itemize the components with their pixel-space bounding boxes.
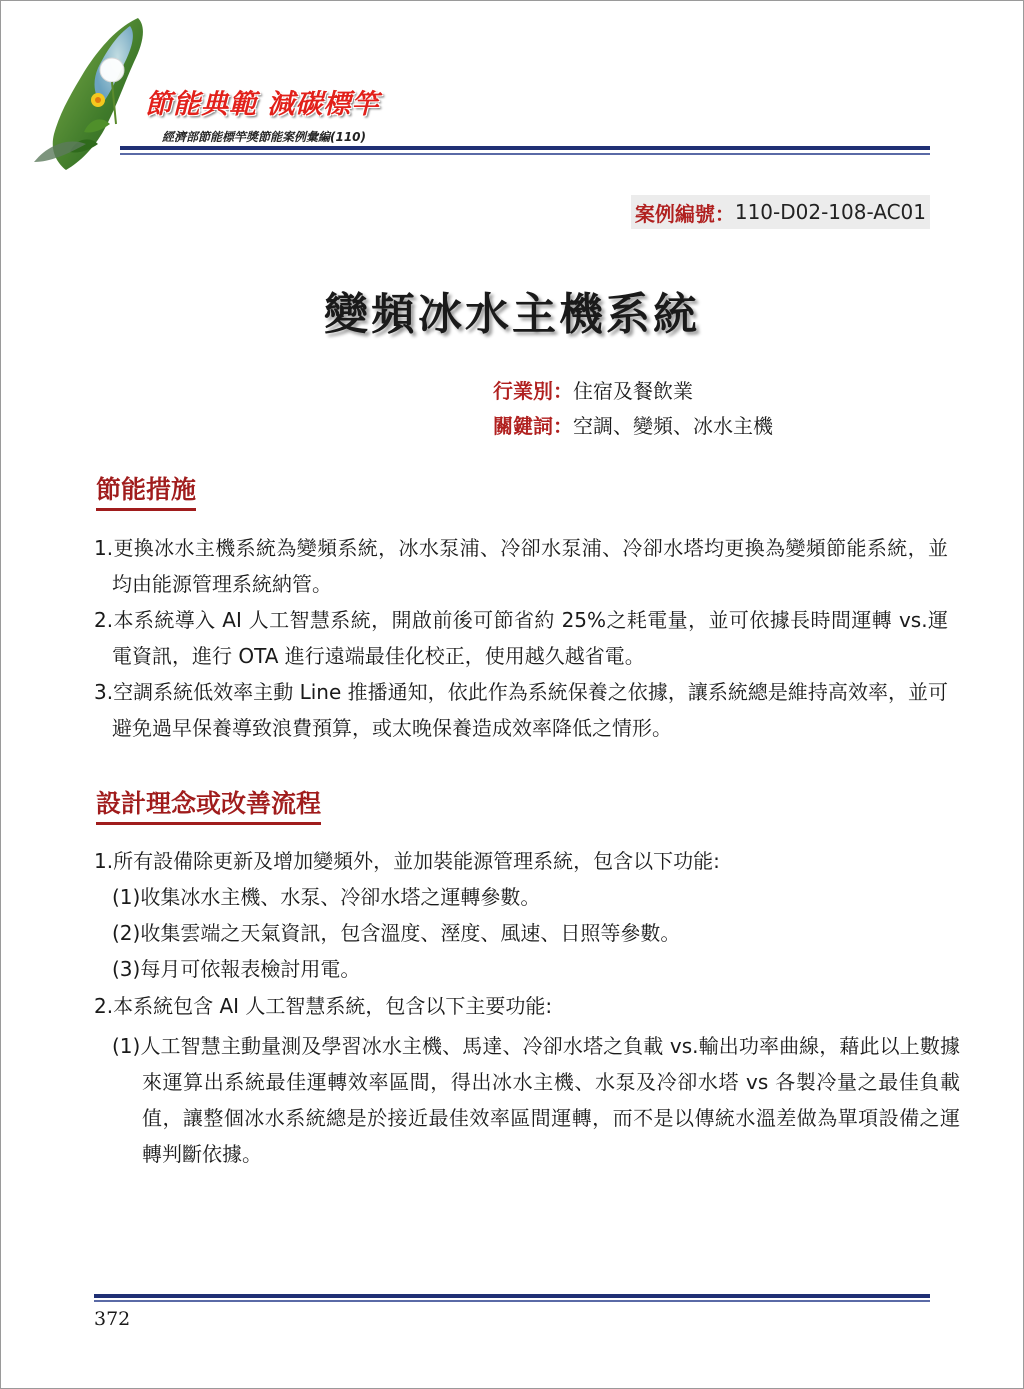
page-number: 372 (94, 1308, 131, 1330)
sub-list-item: (1)人工智慧主動量測及學習冰水主機、馬達、冷卻水塔之負載 vs.輸出功率曲線，藉此以上數據來運算出系統最佳運轉效率區間，得出冰水主機、水泵及冷卻水塔 vs 各製冷量之最佳負載值，讓整個冰水系統總是於接近最佳效率區間運轉，而不是以傳統水溫差做為單項設備之運轉判斷依據。 (112, 1034, 960, 1166)
header-rule-thin (120, 153, 930, 155)
footer-rule-thin (94, 1300, 930, 1302)
header-rule (120, 146, 930, 150)
case-number-label: 案例編號： (634, 201, 735, 226)
list-item: 2.本系統包含 AI 人工智慧系統，包含以下主要功能: (94, 994, 553, 1018)
keywords-line (493, 410, 773, 439)
case-number-box (631, 195, 930, 229)
list-item: 2.本系統導入 AI 人工智慧系統，開啟前後可節省約 25%之耗電量，並可依據長時間運轉 vs.運電資訊，進行 OTA 進行遠端最佳化校正，使用越久越省電。 (94, 608, 948, 668)
document-title: 變頻冰水主機系統 (324, 289, 700, 340)
industry-label: 行業別： (493, 379, 573, 403)
keywords-label: 關鍵詞： (493, 414, 573, 438)
industry-line (493, 375, 693, 404)
sub-list-item: (3)每月可依報表檢討用電。 (112, 957, 361, 981)
sub-list-item: (1)收集冰水主機、水泵、冷卻水塔之運轉參數。 (112, 885, 541, 909)
case-number-value: 110-D02-108-AC01 (734, 200, 926, 224)
brand-subtitle: 經濟部節能標竿獎節能案例彙編(110) (162, 130, 367, 144)
list-item: 1.更換冰水主機系統為變頻系統，冰水泵浦、冷卻水泵浦、冷卻水塔均更換為變頻節能系統，並均由能源管理系統納管。 (94, 536, 948, 596)
section-heading-measures: 節能措施 (96, 474, 196, 511)
keywords-value: 空調、變頻、冰水主機 (573, 414, 773, 438)
list-item: 3.空調系統低效率主動 Line 推播通知，依此作為系統保養之依據，讓系統總是維持高效率，並可避免過早保養導致浪費預算，或太晚保養造成效率降低之情形。 (94, 680, 948, 740)
list-item: 1.所有設備除更新及增加變頻外，並加裝能源管理系統，包含以下功能: (94, 849, 720, 873)
sub-list-item: (2)收集雲端之天氣資訊，包含溫度、溼度、風速、日照等參數。 (112, 921, 681, 945)
section-heading-design: 設計理念或改善流程 (96, 788, 321, 825)
footer-rule (94, 1294, 930, 1298)
brand-title: 節能典範 減碳標竿 (145, 89, 380, 120)
industry-value: 住宿及餐飲業 (573, 379, 693, 403)
